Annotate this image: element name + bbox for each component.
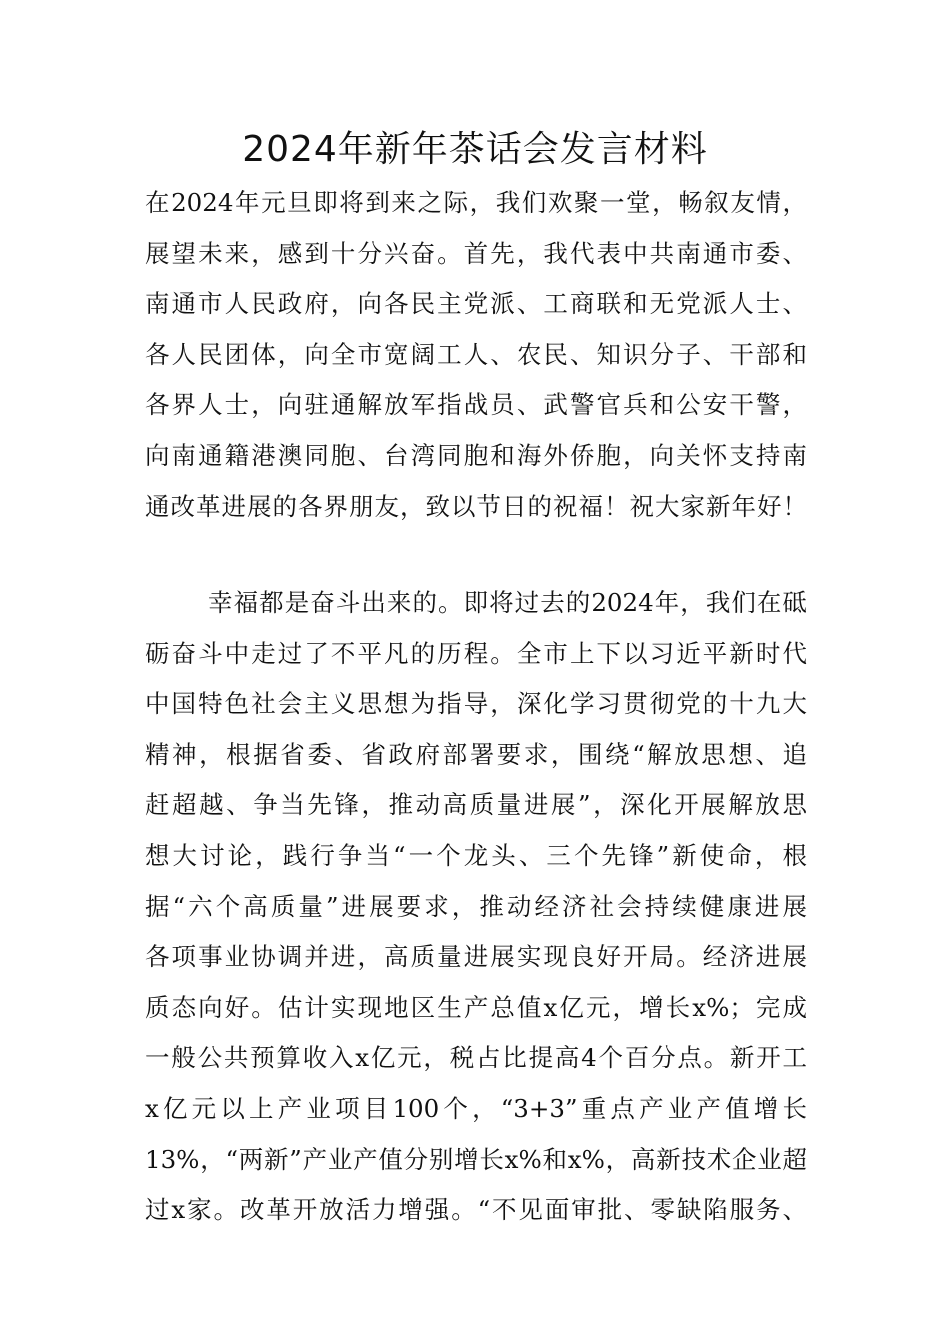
text-line: 精神，根据省委、省政府部署要求，围绕“解放思想、追: [145, 739, 807, 769]
text-line: 各人民团体，向全市宽阔工人、农民、知识分子、干部和: [145, 339, 807, 369]
text-line-first: [145, 578, 807, 629]
text-line: x亿元以上产业项目100个，“3+3”重点产业产值增长: [145, 1093, 807, 1123]
text-line: 各界人士，向驻通解放军指战员、武警官兵和公安干警，: [145, 390, 807, 420]
text-line: 南通市人民政府，向各民主党派、工商联和无党派人士、: [145, 289, 807, 319]
text-line: 质态向好。估计实现地区生产总值x亿元，增长x%；完成: [145, 992, 807, 1022]
text-line: 通改革进展的各界朋友，致以节日的祝福！祝大家新年好！: [145, 491, 807, 521]
text-line: 砺奋斗中走过了不平凡的历程。全市上下以习近平新时代: [145, 638, 807, 668]
paragraph-greeting: [145, 178, 807, 532]
text-line: 一般公共预算收入x亿元，税占比提高4个百分点。新开工: [145, 1043, 807, 1073]
text-line: 各项事业协调并进，高质量进展实现良好开局。经济进展: [145, 942, 807, 972]
text-line: 幸福都是奋斗出来的。即将过去的2024年，我们在砥: [207, 588, 807, 617]
text-line: 想大讨论，践行争当“一个龙头、三个先锋”新使命，根: [145, 840, 807, 870]
text-line: 13%，“两新”产业产值分别增长x%和x%，高新技术企业超: [145, 1144, 807, 1174]
text-line: 过x家。改革开放活力增强。“不见面审批、零缺陷服务、: [145, 1195, 807, 1225]
text-line: 展望未来，感到十分兴奋。首先，我代表中共南通市委、: [145, 238, 807, 268]
document-title: 2024年新年茶话会发言材料: [242, 129, 708, 170]
text-line: 赶超越、争当先锋，推动高质量进展”，深化开展解放思: [145, 790, 807, 820]
text-line: 据“六个高质量”进展要求，推动经济社会持续健康进展: [145, 891, 807, 921]
text-line: 中国特色社会主义思想为指导，深化学习贯彻党的十九大: [145, 689, 807, 719]
text-line: 在2024年元旦即将到来之际，我们欢聚一堂，畅叙友情，: [145, 188, 807, 217]
text-line: 向南通籍港澳同胞、台湾同胞和海外侨胞，向关怀支持南: [145, 440, 807, 470]
paragraph-review: [145, 578, 807, 1236]
